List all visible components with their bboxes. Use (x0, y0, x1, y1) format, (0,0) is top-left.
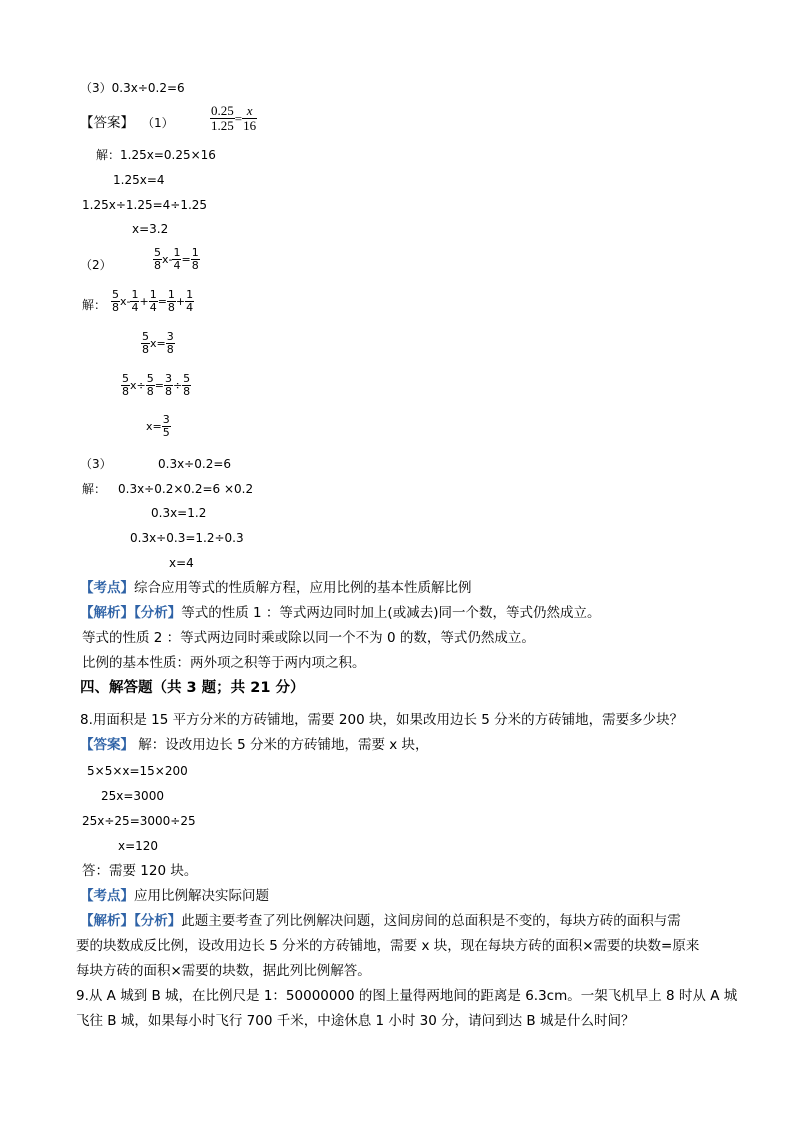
solution-8-step-3: 25x÷25=3000÷25 (82, 814, 196, 828)
answer-part-1-number: （1） (142, 116, 174, 130)
solution-1-step-2: 1.25x=4 (113, 173, 165, 187)
kaodian-text: 应用比例解决实际问题 (134, 888, 269, 904)
fraction: $\frac{0.25}{1.25}$ (211, 103, 234, 133)
equation-2-step-2: $\frac{5}{8}$ x= $\frac{3}{8}$ (142, 330, 174, 356)
question-9-line-2: 飞往 B 城，如果每小时飞行 700 千米，中途休息 1 小时 30 分，请问到达 B 城是什么时间？ (76, 1013, 635, 1029)
equation-2-step-4: x= $\frac{3}{5}$ (146, 413, 170, 439)
jiexi-row-8 (80, 912, 681, 930)
answer-label: 【答案】 (80, 737, 134, 753)
jiexi-7-line-3: 比例的基本性质：两外项之积等于两内项之积。 (82, 655, 366, 671)
jiexi-7-line-2: 等式的性质 2 ：等式两边同时乘或除以同一个不为 0 的数，等式仍然成立。 (82, 630, 535, 646)
solution-8-step-2: 25x=3000 (101, 789, 164, 803)
kaodian-row-7 (80, 579, 472, 597)
solution-1-step-3: 1.25x÷1.25=4÷1.25 (82, 198, 208, 212)
fraction: $\frac{x}{16}$ (243, 103, 257, 133)
jiexi-8-line-2: 要的块数成反比例，设改用边长 5 分米的方砖铺地，需要 x 块，现在每块方砖的面积×需要的块数=原来 (76, 938, 700, 954)
proportion-equation-1: $\frac{0.25}{1.25}$ = $\frac{x}{16}$ (211, 103, 257, 133)
question-8: 8.用面积是 15 平方分米的方砖铺地，需要 200 块，如果改用边长 5 分米的方砖铺地，需要多少块？ (80, 712, 684, 728)
question-9-line-1: 9.从 A 城到 B 城，在比例尺是 1：50000000 的图上量得两地间的距离是 6.3cm。一架飞机早上 8 时从 A 城 (76, 988, 738, 1004)
solution-8-step-1: 5×5×x=15×200 (87, 764, 188, 778)
answer-label: 【答案】 (80, 115, 134, 131)
solution-1-step-1: 解：1.25x=0.25×16 (96, 148, 216, 162)
solve-label: 解： (82, 298, 107, 312)
jiexi-label: 【解析】 (80, 913, 134, 929)
answer-part-2-number: （2） (80, 258, 112, 272)
jiexi-label: 【解析】 (80, 605, 134, 621)
jiexi-8-line-3: 每块方砖的面积×需要的块数，据此列比例解答。 (76, 963, 371, 979)
answer-row-8 (80, 736, 429, 754)
jiexi-row-7 (80, 604, 600, 622)
kaodian-label: 【考点】 (80, 888, 134, 904)
answer-part-3-number: （3） (80, 457, 112, 471)
kaodian-row-8 (80, 887, 269, 905)
equation-2-step-3: $\frac{5}{8}$ x÷ $\frac{5}{8}$ = $\frac{3}{8}$ ÷ $\frac{5}{8}$ (122, 372, 191, 398)
answer-text: 解：设改用边长 5 分米的方砖铺地，需要 x 块， (138, 737, 429, 753)
solution-3-step-1: 0.3x÷0.2×0.2=6 ×0.2 (118, 482, 254, 496)
solve-label: 解： (82, 482, 107, 496)
fenxi-label: 【分析】 (134, 605, 182, 621)
answer-statement-8: 答：需要 120 块。 (82, 863, 198, 879)
equation-2: $\frac{5}{8}$ x- $\frac{1}{4}$ = $\frac{1}{8}$ (154, 246, 199, 272)
jiexi-text: 等式的性质 1 ：等式两边同时加上(或减去)同一个数，等式仍然成立。 (181, 605, 601, 621)
jiexi-text: 此题主要考查了列比例解决问题，这间房间的总面积是不变的，每块方砖的面积与需 (181, 913, 681, 929)
fenxi-label: 【分析】 (134, 913, 182, 929)
solution-8-step-4: x=120 (118, 839, 159, 853)
equation-2-step-1: $\frac{5}{8}$ x- $\frac{1}{4}$ + $\frac{1}{4}$ = $\frac{1}{8}$ + $\frac{1}{4}$ (112, 288, 194, 314)
solution-3-step-3: 0.3x÷0.3=1.2÷0.3 (130, 531, 244, 545)
kaodian-label: 【考点】 (80, 580, 134, 596)
question-7-3: （3）0.3x÷0.2=6 (80, 81, 185, 95)
solution-3-step-4: x=4 (169, 556, 194, 570)
solution-1-step-4: x=3.2 (132, 222, 169, 236)
solution-3-step-2: 0.3x=1.2 (151, 506, 207, 520)
kaodian-text: 综合应用等式的性质解方程，应用比例的基本性质解比例 (134, 580, 472, 596)
section-heading-4: 四、解答题（共 3 题；共 21 分） (80, 680, 305, 696)
equation-3: 0.3x÷0.2=6 (158, 457, 232, 471)
